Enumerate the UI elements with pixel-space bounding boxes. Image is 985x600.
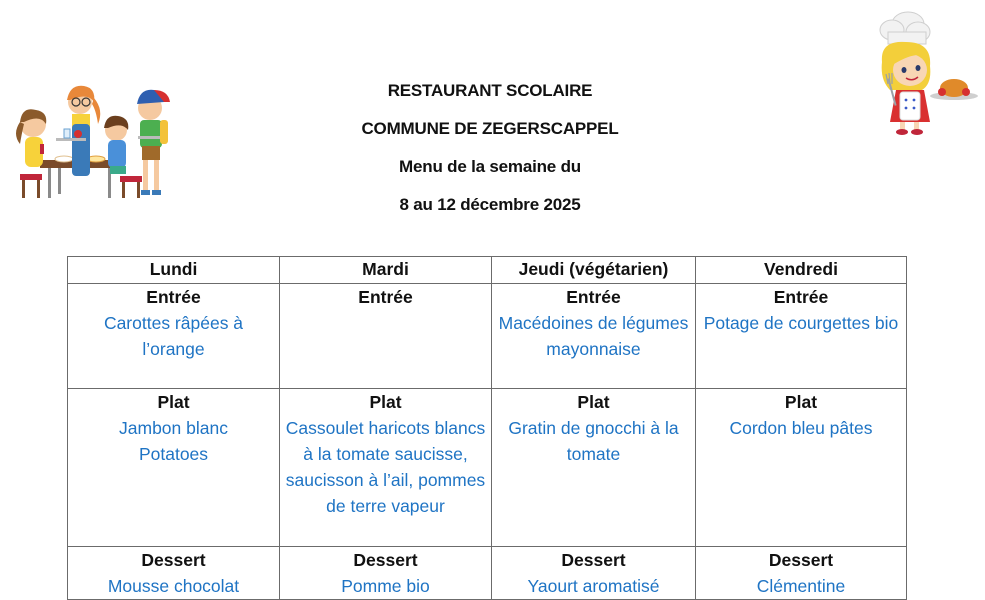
column-header-lundi: Lundi bbox=[68, 257, 280, 284]
cell-vendredi-plat bbox=[695, 389, 906, 547]
cell-jeudi-entree bbox=[492, 284, 696, 389]
dish-text: Cassoulet haricots blancs à la tomate saucisse, saucisson à l’ail, pommes de terre vapeur bbox=[285, 418, 486, 516]
cell-vendredi-dessert bbox=[695, 547, 906, 600]
table-header-row bbox=[68, 257, 907, 284]
cell-lundi-dessert bbox=[68, 547, 280, 600]
dish-text: Gratin de gnocchi à la tomate bbox=[508, 418, 679, 464]
dish-text: Jambon blanc Potatoes bbox=[119, 418, 228, 464]
cell-mardi-plat bbox=[280, 389, 492, 547]
course-label: Dessert bbox=[768, 550, 834, 570]
dish-text: Yaourt aromatisé bbox=[527, 576, 660, 596]
children-canteen-illustration bbox=[0, 72, 180, 207]
menu-table bbox=[67, 256, 907, 600]
girl-chef-illustration bbox=[866, 4, 981, 136]
dish-text: Macédoines de légumes mayonnaise bbox=[498, 313, 689, 359]
cell-jeudi-dessert bbox=[492, 547, 696, 600]
header-commune: COMMUNE DE ZEGERSCAPPEL bbox=[361, 119, 619, 138]
header-restaurant: RESTAURANT SCOLAIRE bbox=[387, 81, 593, 100]
dish-text: Potage de courgettes bio bbox=[703, 313, 899, 333]
table-row-dessert bbox=[68, 547, 907, 600]
header-menu-week: Menu de la semaine du bbox=[399, 157, 581, 176]
dish-text: Pomme bio bbox=[341, 576, 430, 596]
cell-lundi-plat bbox=[68, 389, 280, 547]
course-label: Entrée bbox=[566, 287, 621, 307]
column-header-jeudi: Jeudi (végétarien) bbox=[492, 257, 696, 284]
course-label: Plat bbox=[157, 392, 190, 412]
course-label: Entrée bbox=[773, 287, 829, 307]
course-label: Entrée bbox=[358, 287, 413, 307]
menu-header bbox=[250, 78, 730, 230]
course-label: Entrée bbox=[146, 287, 201, 307]
cell-lundi-entree bbox=[68, 284, 280, 389]
column-header-vendredi: Vendredi bbox=[695, 257, 906, 284]
cell-mardi-entree bbox=[280, 284, 492, 389]
header-date-range: 8 au 12 décembre 2025 bbox=[399, 195, 581, 214]
cell-mardi-dessert bbox=[280, 547, 492, 600]
course-label: Dessert bbox=[141, 550, 206, 570]
cell-vendredi-entree bbox=[695, 284, 906, 389]
dish-text: Cordon bleu pâtes bbox=[729, 418, 873, 438]
course-label: Plat bbox=[784, 392, 818, 412]
course-label: Plat bbox=[577, 392, 610, 412]
table-row-entree bbox=[68, 284, 907, 389]
table-row-plat bbox=[68, 389, 907, 547]
course-label: Dessert bbox=[353, 550, 418, 570]
column-header-mardi: Mardi bbox=[280, 257, 492, 284]
course-label: Plat bbox=[369, 392, 402, 412]
dish-text: Mousse chocolat bbox=[107, 576, 240, 596]
dish-text: Carottes râpées à l’orange bbox=[103, 313, 244, 359]
cell-jeudi-plat bbox=[492, 389, 696, 547]
dish-text: Clémentine bbox=[756, 576, 846, 596]
course-label: Dessert bbox=[561, 550, 626, 570]
